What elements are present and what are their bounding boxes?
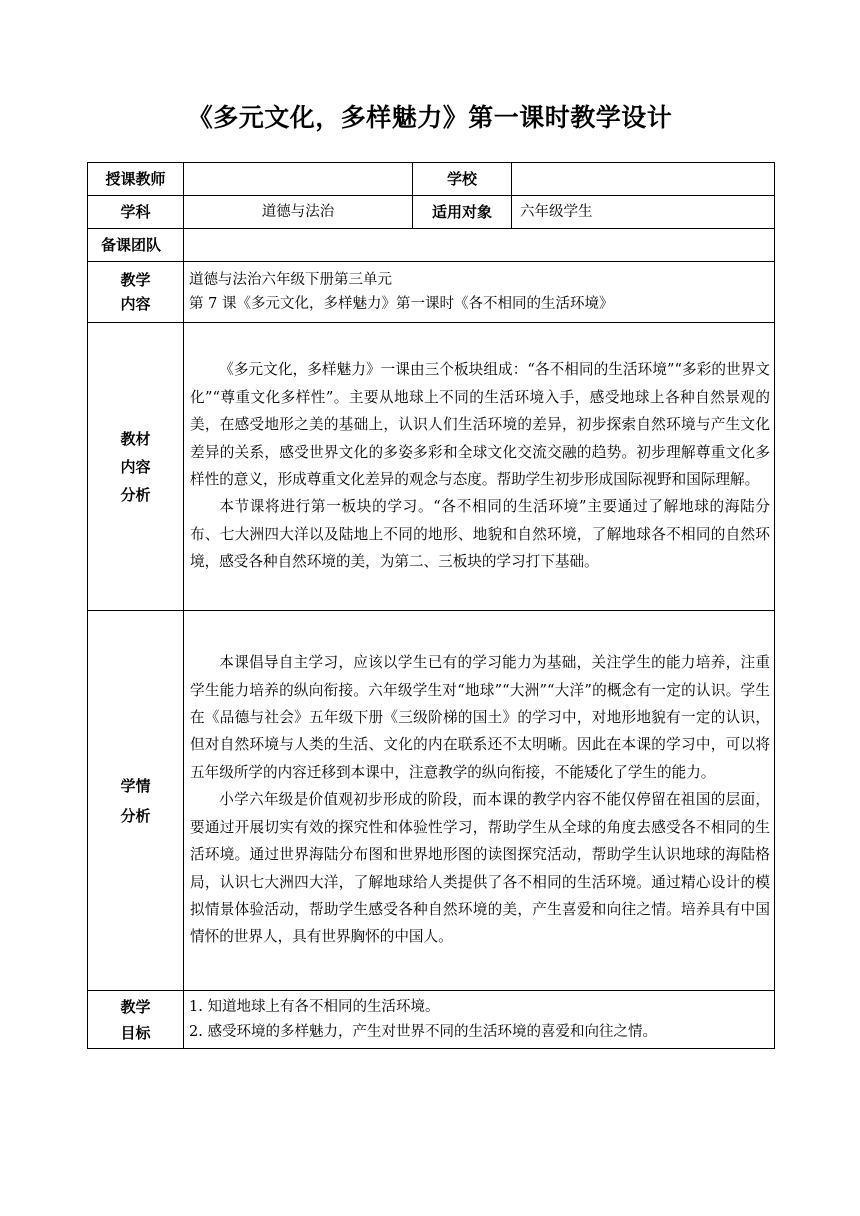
student-paragraph: 本课倡导自主学习，应该以学生已有的学习能力为基础，关注学生的能力培养，注重学生能力培养的纵向衔接。六年级学生对“地球”“大洲”“大洋”的概念有一定的认识。学生在《品德与社会》五年级下册《三级阶梯的国土》的学习中，对地形地貌有一定的认识，但对自然环境与人类的生活、文化的内在联系还不太明晰。因此在本课的学习中，可以将五年级所学的内容迁移到本课中，注意教学的纵向衔接，不能矮化了学生的能力。 <box>190 654 770 781</box>
school-value <box>512 163 775 196</box>
row-content <box>88 262 775 323</box>
content-label-line: 内容 <box>120 295 151 313</box>
teacher-value <box>184 163 413 196</box>
material-paragraph: 《多元文化，多样魅力》一课由三个板块组成：“各不相同的生活环境”“多彩的世界文化”“尊重文化多样性”。主要从地球上不同的生活环境入手，感受地球上各种自然景观的美，在感受地形之美的基础上，认识人们生活环境的差异，初步探索自然环境与产生文化差异的关系，感受世界文化的多姿多彩和全球文化交流交融的趋势。初步理解尊重文化多样性的意义，形成尊重文化差异的观念与态度。帮助学生初步形成国际视野和国际理解。 <box>190 361 770 488</box>
content-label <box>88 262 184 323</box>
content-line: 道德与法治六年级下册第三单元 <box>189 271 392 288</box>
row-goals <box>88 991 775 1049</box>
row-subject-audience <box>88 196 775 229</box>
student-paragraph: 小学六年级是价值观初步形成的阶段，而本课的教学内容不能仅停留在祖国的层面，要通过开展切实有效的探究性和体验性学习，帮助学生从全球的角度去感受各不相同的生活环境。通过世界海陆分布图和世界地形图的读图探究活动，帮助学生认识地球的海陆格局，认识七大洲四大洋，了解地球给人类提供了各不相同的生活环境。通过精心设计的模拟情景体验活动，帮助学生感受各种自然环境的美，产生喜爱和向往之情。培养具有中国情怀的世界人，具有世界胸怀的中国人。 <box>190 791 770 946</box>
team-label: 备课团队 <box>88 229 184 262</box>
audience-label: 适用对象 <box>413 196 512 229</box>
subject-value: 道德与法治 <box>184 196 413 229</box>
goal-label-line: 教学 <box>120 997 151 1016</box>
subject-label: 学科 <box>88 196 184 229</box>
row-teacher-school <box>88 163 775 196</box>
document-title: 《多元文化，多样魅力》第一课时教学设计 <box>187 103 673 132</box>
teacher-label: 授课教师 <box>88 163 184 196</box>
material-label-line: 教材 <box>120 429 151 448</box>
goal-label <box>88 991 184 1049</box>
lesson-plan-table <box>87 162 775 1049</box>
team-value <box>184 229 775 262</box>
student-label-line: 学情 <box>120 776 151 795</box>
row-team <box>88 229 775 262</box>
content-line: 第 7 课《多元文化，多样魅力》第一课时《各不相同的生活环境》 <box>189 296 614 312</box>
material-paragraph: 本节课将进行第一板块的学习。“各不相同的生活环境”主要通过了解地球的海陆分布、七大洲四大洋以及陆地上不同的地形、地貌和自然环境，了解地球各不相同的自然环境，感受各种自然环境的美，为第二、三板块的学习打下基础。 <box>190 498 770 571</box>
goal-label-line: 目标 <box>120 1023 151 1042</box>
school-label: 学校 <box>413 163 512 196</box>
material-label-line: 内容 <box>120 457 151 476</box>
student-label-line: 分析 <box>120 806 151 825</box>
material-label <box>88 323 184 611</box>
goal-value <box>184 991 775 1049</box>
material-value <box>184 323 775 611</box>
content-value <box>184 262 775 323</box>
goal-line: 1. 知道地球上有各不相同的生活环境。 <box>189 999 440 1015</box>
material-label-line: 分析 <box>120 485 151 504</box>
student-value <box>184 611 775 991</box>
content-label-line: 教学 <box>120 271 151 289</box>
goal-line: 2. 感受环境的多样魅力，产生对世界不同的生活环境的喜爱和向往之情。 <box>189 1023 657 1040</box>
student-label <box>88 611 184 991</box>
row-student-analysis <box>88 611 775 991</box>
row-material-analysis <box>88 323 775 611</box>
audience-value: 六年级学生 <box>512 196 775 229</box>
